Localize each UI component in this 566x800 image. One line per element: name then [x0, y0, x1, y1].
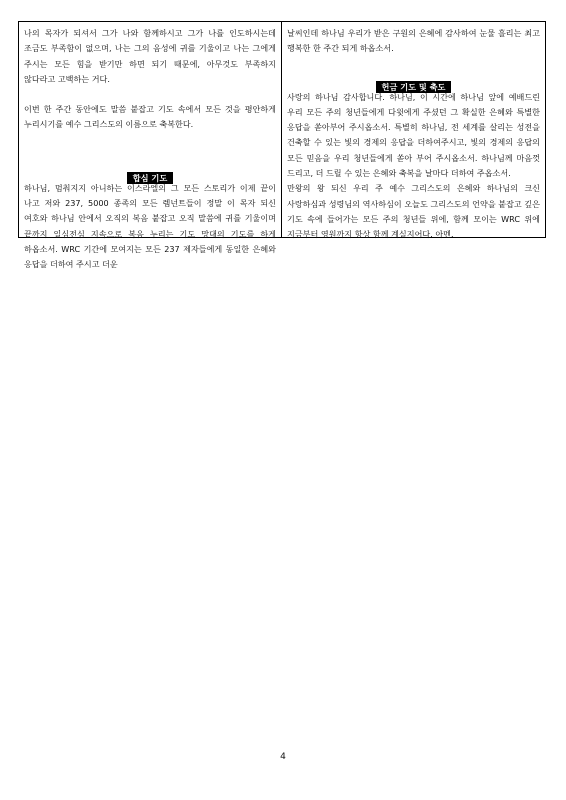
content-frame — [18, 21, 546, 270]
heading-wrap — [287, 75, 540, 90]
spacer — [287, 57, 540, 72]
left-paragraph-3: 하나님, 멈춰지지 아니하는 이스라엘의 그 모든 스토리가 이제 끝이 나고 저와 237, 5000 종족의 모든 렘넌트들이 정말 이 목자 되신 여호와 하나님 안에서 오직의 복음 붙잡고 오직 말씀에 귀를 기울이며 끝까지 일심전심 지속으로 복음 누리는 기도 망대의 기도를 하게 하옵소서. WRC 기간에 모여지는 모든 237 제자들에게 동일한 은혜와 응답을 더하여 주시고 더운 — [24, 182, 276, 270]
page-number: 4 — [280, 752, 286, 762]
spacer — [24, 87, 276, 102]
right-paragraph-1: 날씨인데 하나님 우리가 받은 구원의 은혜에 감사하여 눈물 흘리는 최고 행복한 한 주간 되게 하옵소서. — [287, 28, 540, 54]
heading-wrap — [24, 166, 276, 181]
left-paragraph-1: 나의 목자가 되셔서 그가 나와 함께하시고 그가 나를 인도하시는데 조금도 부족함이 없으며, 나는 그의 음성에 귀를 기울이고 나는 그에게 주시는 모든 힘을 받기만 하면 되기 때문에, 아무것도 부족하지 않다라고 고백하는 거다. — [24, 28, 276, 84]
right-column — [282, 22, 545, 240]
left-column — [19, 22, 282, 270]
section-heading-offering-prayer: 헌금 기도 및 축도 — [376, 81, 452, 93]
left-paragraph-2: 이번 한 주간 동안에도 말씀 붙잡고 기도 속에서 모든 것을 평안하게 누리시기를 예수 그리스도의 이름으로 축복한다. — [24, 104, 276, 130]
right-paragraph-2: 사랑의 하나님 감사합니다. 하나님, 이 시간에 하나님 앞에 예배드린 우리 모든 주의 청년들에게 다윗에게 주셨던 그 확실한 은혜와 특별한 응답을 쏟아부어 주시옵소서. 특별히 하나님, 전 세계를 살리는 성전을 건축할 수 있는 빛의 경제의 응답을 더하여주시고, 빛의 경제의 응답의 모든 믿음을 우리 청년들에게 쏟아 부어 주시옵소서. 하나님께 마음껏 드리고, 더 드릴 수 있는 은혜와 축복을 날마다 더하여 주옵소서. — [287, 91, 540, 179]
spacer — [24, 133, 276, 148]
right-paragraph-3: 만왕의 왕 되신 우리 주 예수 그리스도의 은혜와 하나님의 크신 사랑하심과 성령님의 역사하심이 오늘도 그리스도의 언약을 붙잡고 깊은 기도 속에 들어가는 모든 주의 청년들 위에, 함께 모이는 WRC 위에 지금부터 영원까지 항상 함께 계실지어다. 아멘. — [287, 183, 540, 240]
section-heading-united-prayer: 합심 기도 — [127, 172, 174, 184]
spacer — [24, 148, 276, 163]
